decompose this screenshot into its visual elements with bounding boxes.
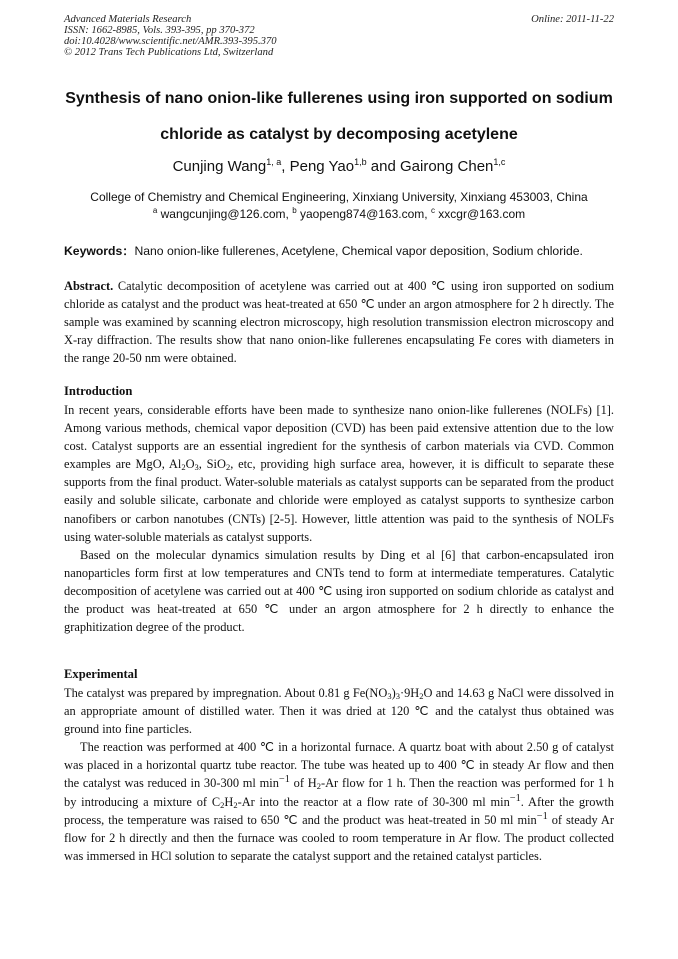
author-separator: , xyxy=(281,158,290,175)
experimental-body xyxy=(64,684,614,865)
keywords-label: Keywords： xyxy=(64,244,135,258)
email-mark: b xyxy=(292,206,297,215)
section-heading-experimental: Experimental xyxy=(64,667,138,681)
author-affiliation-mark: 1,c xyxy=(493,157,506,167)
abstract-label: Abstract. xyxy=(64,279,114,293)
author-affiliation-mark: 1, a xyxy=(266,157,282,167)
online-date: Online: 2011-11-22 xyxy=(531,14,614,25)
paragraph: Based on the molecular dynamics simulation results by Ding et al [6] that carbon-encapsulated iron nanoparticles form first at low temperatures and CNTs tend to form at intermediate temperatures. Catalytic decomposition of acetylene was carried out at 400 ℃ using iron supported on sodium chloride as catalyst and the product was heat-treated at 650 ℃ under an argon atmosphere for 2 h directly to enhance the graphitization degree of the product. xyxy=(64,547,614,635)
keywords-line xyxy=(64,242,624,259)
email-mark: c xyxy=(430,206,435,215)
author-separator: and xyxy=(366,158,400,175)
issn-line: ISSN: 1662-8985, Vols. 393-395, pp 370-372 xyxy=(64,25,255,36)
paragraph: The catalyst was prepared by impregnation. About 0.81 g $Fe(NO_3)_3\cdot 9H_2O$ and 14.63 g NaCl were dissolved in an appropriate amount of distilled water. Then it was dried at 120 ℃ and the catalyst thus obtained was ground into fine particles. xyxy=(64,686,615,737)
email-mark: a xyxy=(152,206,158,215)
email-link: xxcgr@163.com xyxy=(434,207,526,221)
author-name: Peng Yao xyxy=(289,158,355,175)
keywords-text: Nano onion-like fullerenes, Acetylene, Chemical vapor deposition, Sodium chloride. xyxy=(134,244,583,258)
email-link: wangcunjing@126.com, xyxy=(157,207,293,221)
email-list xyxy=(40,206,638,223)
author-affiliation-mark: 1,b xyxy=(354,157,367,167)
paper-title-line-2: chloride as catalyst by decomposing acetylene xyxy=(160,126,518,143)
abstract xyxy=(64,277,614,367)
section-heading-introduction: Introduction xyxy=(64,384,133,398)
copyright-line: © 2012 Trans Tech Publications Ltd, Switzerland xyxy=(64,47,274,58)
email-link: yaopeng874@163.com, xyxy=(296,207,431,221)
journal-header xyxy=(64,14,277,58)
affiliation-block xyxy=(40,189,638,223)
author-list xyxy=(40,158,638,175)
abstract-text: Catalytic decomposition of acetylene was carried out at 400 ℃ using iron supported on sodium chloride as catalyst and the product was heat-treated at 650 ℃ under an argon atmosphere for 2 h directly. The sample was examined by scanning electron microscopy, high resolution transmission electron microscopy and X-ray diffraction. The results show that nano onion-like fullerenes encapsulating Fe cores with diameters in the range 20-50 nm were obtained. xyxy=(64,279,614,366)
author-name: Gairong Chen xyxy=(400,158,494,175)
paragraph: In recent years, considerable efforts have been made to synthesize nano onion-like fullerenes (NOLFs) [1]. Among various methods, chemical vapor deposition (CVD) has been paid extensive attention due to the low cost. Catalyst supports are an essential ingredient for the synthesis of carbon materials via CVD. Common examples are MgO, $Al_2O_3$, SiO$_2$, etc, providing high surface area, however, it is difficult to separate these supports from the final product. Water-soluble materials as catalyst supports can be separated from the product easily and soluble silicate, carbonate and chloride were employed as catalyst supports to synthesize carbon nanofibers or carbon nanotubes (CNTs) [2-5]. However, little attention was paid to the synthesis of NOLFs using water-soluble materials as catalyst supports. xyxy=(64,403,614,544)
introduction-body xyxy=(64,401,614,636)
paper-title-line-1: Synthesis of nano onion-like fullerenes using iron supported on sodium xyxy=(65,90,613,107)
paragraph: The reaction was performed at 400 ℃ in a horizontal furnace. A quartz boat with about 2.50 g of catalyst was placed in a horizontal quartz tube reactor. The tube was heated up to 400 ℃ in steady Ar flow and then the catalyst was reduced in 30-300 ml $\min^{-1}$ of $H_2-Ar$ flow for 1 h. Then the reaction was performed for 1 h by introducing a mixture of $C_2H_2-Ar$ into the reactor at a flow rate of 30-300 ml $\min^{-1}$. After the growth process, the temperature was raised to 650 ℃ and the product was heat-treated in 50 ml $\min^{-1}$ of steady Ar flow for 2 h directly and then the furnace was cooled to room temperature in Ar flow. The product collected was immersed in HCl solution to separate the catalyst support and the retained catalyst particles. xyxy=(64,740,614,863)
author-name: Cunjing Wang xyxy=(172,158,267,175)
institution: College of Chemistry and Chemical Engineering, Xinxiang University, Xinxiang 453003, China xyxy=(90,190,588,204)
doi-line: doi:10.4028/www.scientific.net/AMR.393-395.370 xyxy=(64,36,277,47)
journal-name: Advanced Materials Research xyxy=(64,14,192,25)
